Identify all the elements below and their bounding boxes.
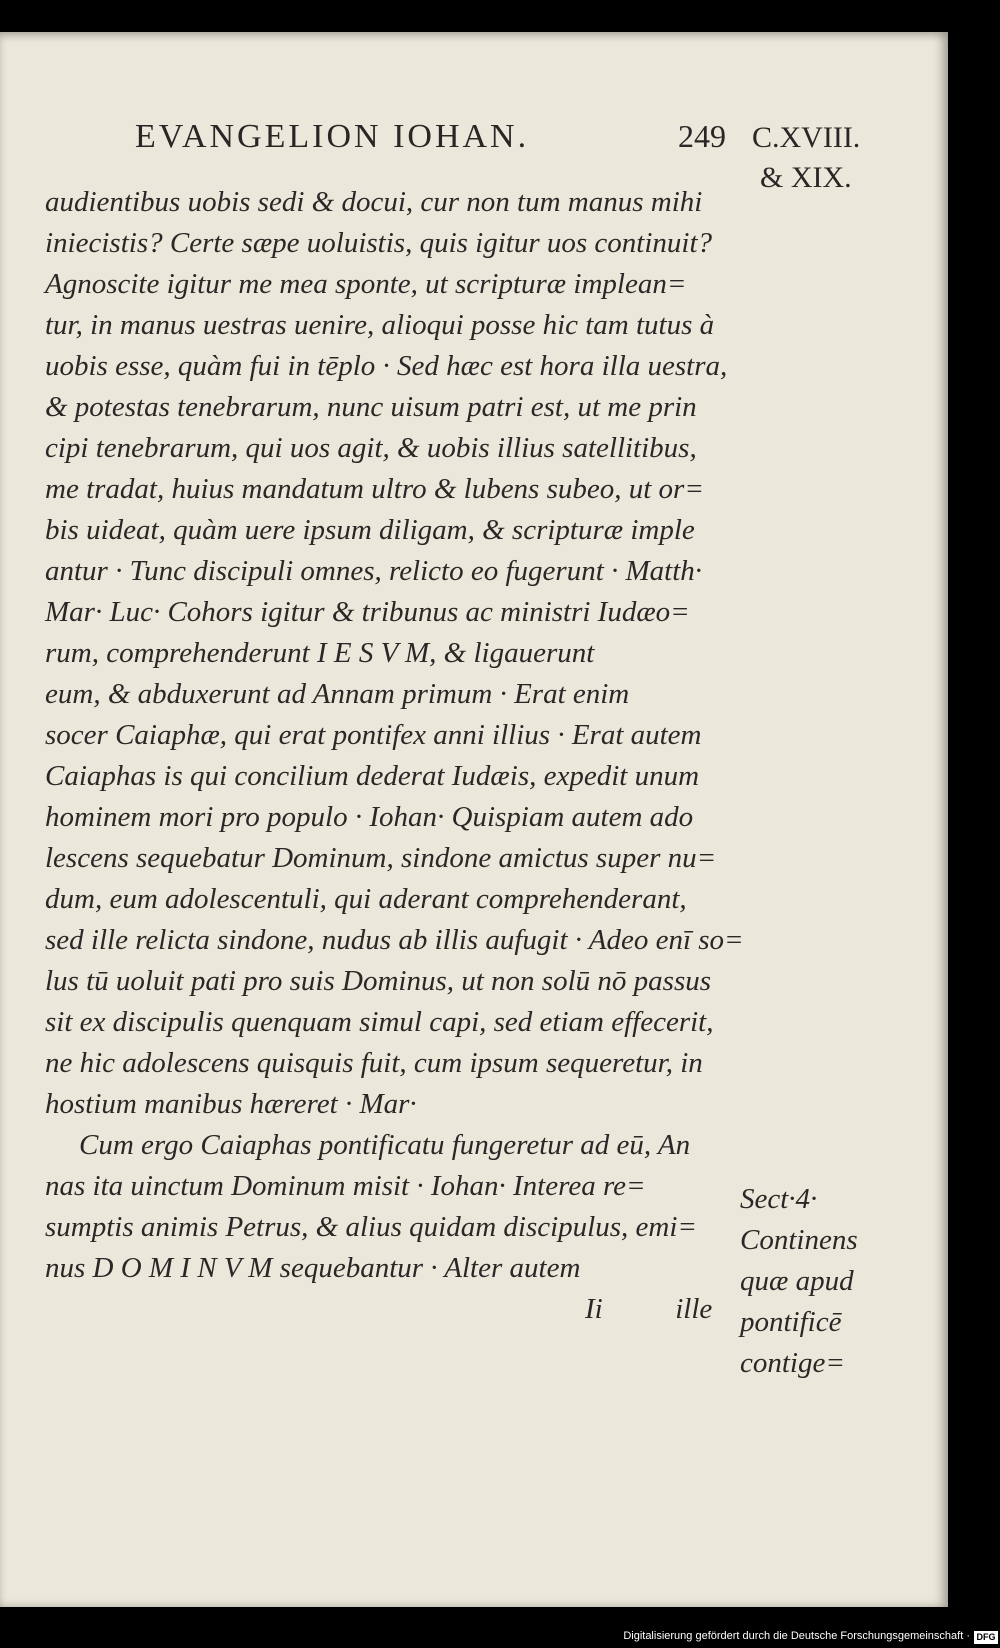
funding-notice: Digitalisierung gefördert durch die Deutsche Forschungsgemeinschaft · [623,1630,970,1642]
text-line: hostium manibus hæreret · Mar· [45,1088,417,1120]
text-line: Mar· Luc· Cohors igitur & tribunus ac ministri Iudæo= [45,596,690,628]
page-header [0,118,948,194]
text-line: audientibus uobis sedi & docui, cur non tum manus mihi [45,186,703,218]
text-line: sed ille relicta sindone, nudus ab illis aufugit · Adeo enī so= [45,924,744,956]
running-head: EVANGELION IOHAN. [135,118,530,155]
chapter-reference [752,118,932,198]
marginal-note-line: Continens [740,1224,858,1256]
text-line: dum, eum adolescentuli, qui aderant comprehenderant, [45,883,687,915]
dfg-logo: DFG [974,1631,998,1644]
main-text-block [45,182,744,1330]
text-line: & potestas tenebrarum, nunc uisum patri est, ut me prin [45,391,697,423]
text-line: lus tū uoluit pati pro suis Dominus, ut non solū nō passus [45,965,712,997]
paragraph-line: nus D O M I N V M sequebantur · Alter autem [45,1252,581,1284]
text-line: bis uideat, quàm uere ipsum diligam, & scripturæ imple [45,514,695,546]
text-line: socer Caiaphæ, qui erat pontifex anni illius · Erat autem [45,719,702,751]
text-line: me tradat, huius mandatum ultro & lubens subeo, ut or= [45,473,704,505]
text-line: cipi tenebrarum, qui uos agit, & uobis illius satellitibus, [45,432,697,464]
marginal-note-line: quæ apud [740,1265,854,1297]
text-line: Caiaphas is qui concilium dederat Iudæis, expedit unum [45,760,700,792]
text-line: lescens sequebatur Dominum, sindone amictus super nu= [45,842,717,874]
text-line: sit ex discipulis quenquam simul capi, sed etiam effecerit, [45,1006,714,1038]
book-page [0,32,948,1607]
text-line: ne hic adolescens quisquis fuit, cum ipsum sequeretur, in [45,1047,703,1079]
paragraph-line: sumptis animis Petrus, & alius quidam discipulus, emi= [45,1211,697,1243]
chapter-ref-line: & XIX. [760,161,852,194]
text-line: Agnoscite igitur me mea sponte, ut scripturæ implean= [45,268,687,300]
text-line: tur, in manus uestras uenire, alioqui posse hic tam tutus à [45,309,715,341]
text-line: hominem mori pro populo · Iohan· Quispiam autem ado [45,801,694,833]
catchword: Ii ille [585,1293,713,1325]
text-line: rum, comprehenderunt I E S V M, & ligauerunt [45,637,595,669]
marginal-note-line: Sect·4· [740,1183,818,1215]
marginal-note-line: contige= [740,1347,845,1379]
paragraph-line: Cum ergo Caiaphas pontificatu fungeretur ad eū, An [79,1129,691,1161]
marginal-note-line: pontificē [740,1306,842,1338]
folio-number: 249 [678,118,726,154]
text-line: eum, & abduxerunt ad Annam primum · Erat enim [45,678,630,710]
footer-bar [0,1628,1000,1648]
chapter-ref-line: C.XVIII. [752,121,861,154]
text-line: uobis esse, quàm fui in tēplo · Sed hæc est hora illa uestra, [45,350,728,382]
text-line: iniecistis? Certe sæpe uoluistis, quis igitur uos continuit? [45,227,713,259]
text-line: antur · Tunc discipuli omnes, relicto eo fugerunt · Matth· [45,555,703,587]
paragraph-line: nas ita uinctum Dominum misit · Iohan· Interea re= [45,1170,646,1202]
marginal-note [740,1179,930,1384]
